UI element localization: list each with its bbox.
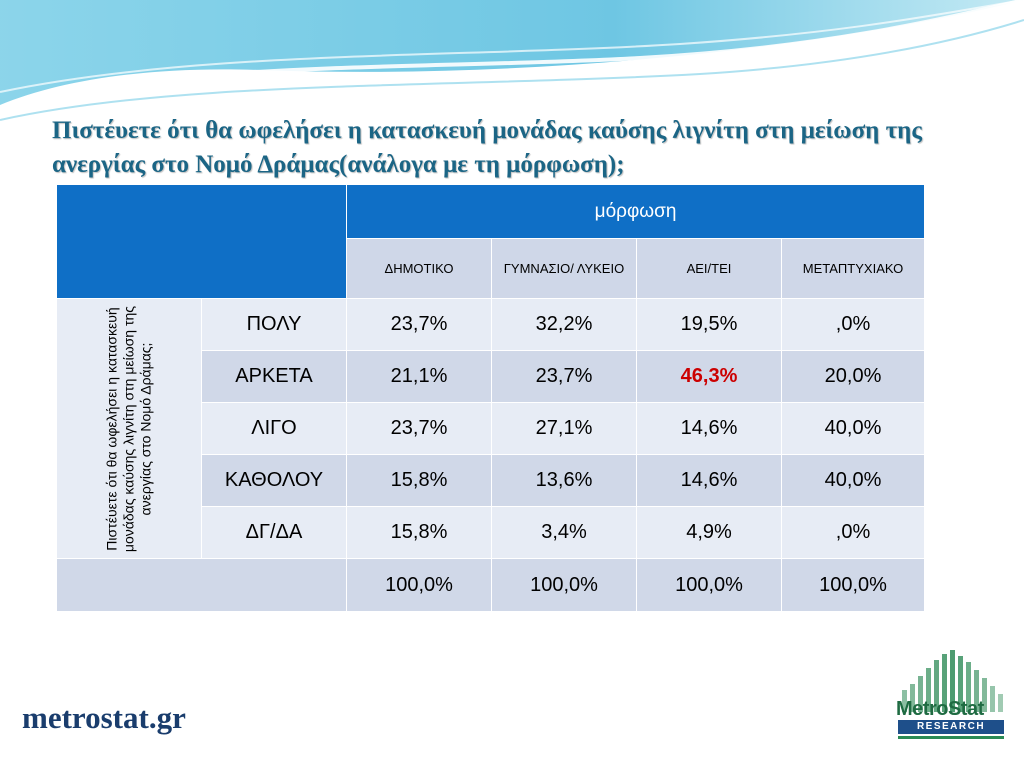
table-cell: 13,6% (492, 455, 637, 507)
table-corner-cell (57, 185, 347, 299)
table-cell: 20,0% (782, 351, 925, 403)
table-cell: 23,7% (347, 299, 492, 351)
table-cell: 23,7% (492, 351, 637, 403)
total-cell: 100,0% (782, 559, 925, 612)
row-label: ΚΑΘΟΛΟΥ (202, 455, 347, 507)
table-cell: 27,1% (492, 403, 637, 455)
table-row-poly (57, 299, 925, 351)
total-cell: 100,0% (637, 559, 782, 612)
education-crosstab-table (56, 184, 925, 612)
table-cell: 15,8% (347, 507, 492, 559)
metrostat-logo (886, 640, 1024, 768)
table-cell: 40,0% (782, 455, 925, 507)
col-header-university: ΑΕΙ/ΤΕΙ (637, 239, 782, 299)
logo-tagline-bar (898, 736, 1004, 739)
highlighted-cell: 46,3% (637, 351, 782, 403)
logo-subtitle: RESEARCH (898, 720, 1004, 734)
table-row-totals (57, 559, 925, 612)
slide-title: Πιστέυετε ότι θα ωφελήσει η κατασκευή μονάδας καύσης λιγνίτη στη μείωση της ανεργίας στο Νομό Δράμας(ανάλογα με τη μόρφωση); (52, 117, 922, 178)
table-cell: 15,8% (347, 455, 492, 507)
total-cell: 100,0% (347, 559, 492, 612)
table-cell: 23,7% (347, 403, 492, 455)
group-header-education: μόρφωση (347, 185, 925, 239)
row-label: ΑΡΚΕΤΑ (202, 351, 347, 403)
table-cell: 19,5% (637, 299, 782, 351)
row-label: ΠΟΛΥ (202, 299, 347, 351)
row-label: ΔΓ/ΔΑ (202, 507, 347, 559)
row-group-label: Πιστέυετε ότι θα ωφελήσει η κατασκευή μονάδας καύσης λιγνίτη στη μείωση της ανεργίας στο Νομό Δράμας; (103, 305, 154, 552)
table-cell: 14,6% (637, 403, 782, 455)
col-header-secondary: ΓΥΜΝΑΣΙΟ/ ΛΥΚΕΙΟ (492, 239, 637, 299)
table-cell: 14,6% (637, 455, 782, 507)
totals-label-cell (57, 559, 347, 612)
col-header-primary: ΔΗΜΟΤΙΚΟ (347, 239, 492, 299)
table-cell: 21,1% (347, 351, 492, 403)
col-header-postgraduate: ΜΕΤΑΠΤΥΧΙΑΚΟ (782, 239, 925, 299)
table-cell: 40,0% (782, 403, 925, 455)
row-group-label-cell (57, 299, 202, 559)
logo-wordmark: MetroStat (896, 698, 984, 720)
table-cell: 32,2% (492, 299, 637, 351)
row-label: ΛΙΓΟ (202, 403, 347, 455)
footer-website: metrostat.gr (22, 700, 186, 735)
table-cell: ,0% (782, 507, 925, 559)
total-cell: 100,0% (492, 559, 637, 612)
table-cell: 3,4% (492, 507, 637, 559)
table-cell: 4,9% (637, 507, 782, 559)
table-cell: ,0% (782, 299, 925, 351)
